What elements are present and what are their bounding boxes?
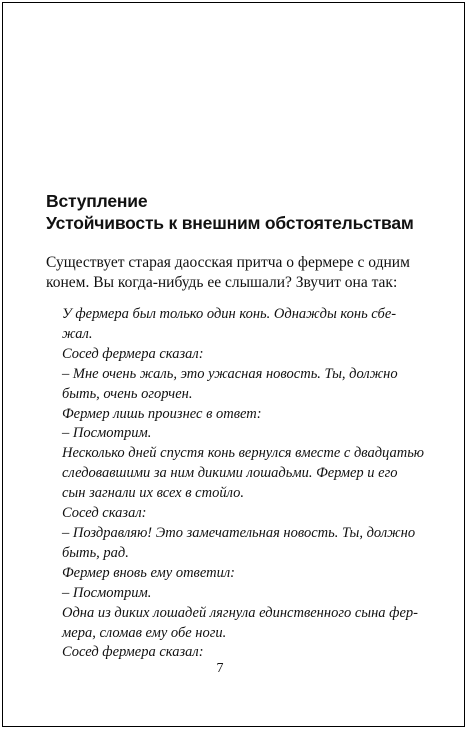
parable-line: У фермера был только один конь. Однажды конь сбе- xyxy=(62,306,397,322)
parable-quote xyxy=(62,305,425,663)
parable-line: Сосед сказал: xyxy=(62,505,147,522)
chapter-heading xyxy=(46,190,426,234)
chapter-title: Вступление xyxy=(46,191,148,211)
parable-line: – Посмотрим. xyxy=(62,584,152,601)
intro-line: конем. Вы когда-нибудь ее слышали? Звучит она так: xyxy=(46,274,398,291)
parable-line: – Поздравляю! Это замечательная новость. Ты, должно xyxy=(62,524,416,541)
parable-line: Несколько дней спустя конь вернулся вместе с двадцатью xyxy=(62,445,425,462)
chapter-subtitle: Устойчивость к внешним обстоятельствам xyxy=(46,213,414,233)
parable-line: Одна из диких лошадей лягнула единственного сына фер- xyxy=(62,604,418,621)
page-number: 7 xyxy=(216,661,224,676)
parable-line: Фермер лишь произнес в ответ: xyxy=(62,405,262,422)
parable-line: быть, очень огорчен. xyxy=(62,385,193,402)
parable-line: Фермер вновь ему ответил: xyxy=(62,564,235,581)
parable-line: быть, рад. xyxy=(62,544,129,561)
intro-paragraph xyxy=(46,253,424,293)
parable-line: следовавшими за ним дикими лошадьми. Фермер и его xyxy=(62,465,398,482)
parable-line: сын загнали их всех в стойло. xyxy=(62,485,244,502)
parable-line: жал. xyxy=(62,325,93,342)
parable-line: – Мне очень жаль, это ужасная новость. Ты, должно xyxy=(62,365,398,382)
parable-line: – Посмотрим. xyxy=(62,425,152,442)
intro-line: Существует старая даосская притча о фермере с одним xyxy=(46,254,410,271)
parable-line: мера, сломав ему обе ноги. xyxy=(62,624,227,641)
parable-line: Сосед фермера сказал: xyxy=(62,345,204,362)
parable-line: Сосед фермера сказал: xyxy=(62,644,204,661)
